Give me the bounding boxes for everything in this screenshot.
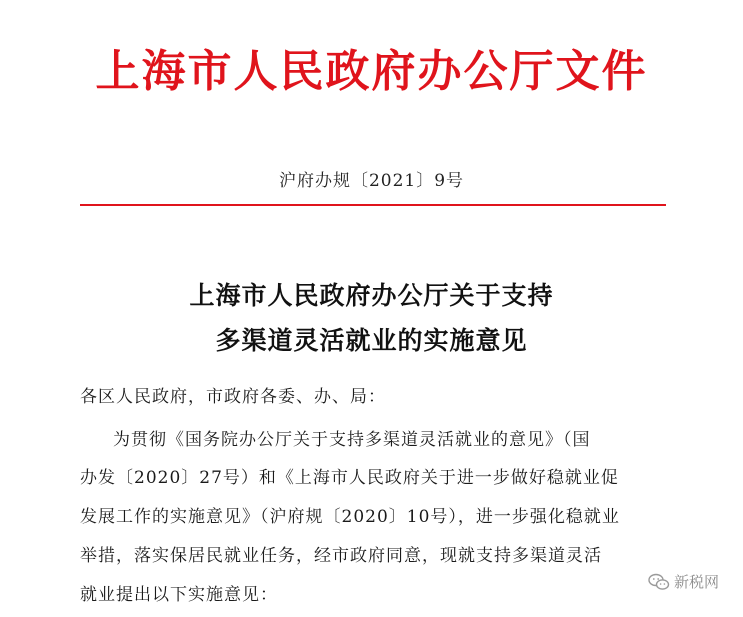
wechat-icon <box>648 573 670 591</box>
body-paragraph-line-1: 为贯彻《国务院办公厅关于支持多渠道灵活就业的意见》（国 <box>113 430 591 450</box>
source-watermark <box>648 571 719 592</box>
watermark-text: 新税网 <box>674 573 720 591</box>
document-title-line-2: 多渠道灵活就业的实施意见 <box>215 326 528 355</box>
body-paragraph-line-4: 举措，落实保居民就业任务，经市政府同意，现就支持多渠道灵活 <box>80 546 602 566</box>
document-issuer-title: 上海市人民政府办公厅文件 <box>95 46 648 97</box>
body-paragraph-line-5: 就业提出以下实施意见： <box>80 585 278 605</box>
document-title-line-1: 上海市人民政府办公厅关于支持 <box>189 281 554 310</box>
body-paragraph-line-2: 办发〔2020〕27号）和《上海市人民政府关于进一步做好稳就业促 <box>80 468 619 488</box>
addressee-line: 各区人民政府，市政府各委、办、局： <box>80 387 386 407</box>
document-number: 沪府办规〔2021〕9号 <box>278 171 465 191</box>
red-divider <box>80 204 666 206</box>
body-paragraph-line-3: 发展工作的实施意见》（沪府规〔2020〕10号），进一步强化稳就业 <box>80 507 620 527</box>
